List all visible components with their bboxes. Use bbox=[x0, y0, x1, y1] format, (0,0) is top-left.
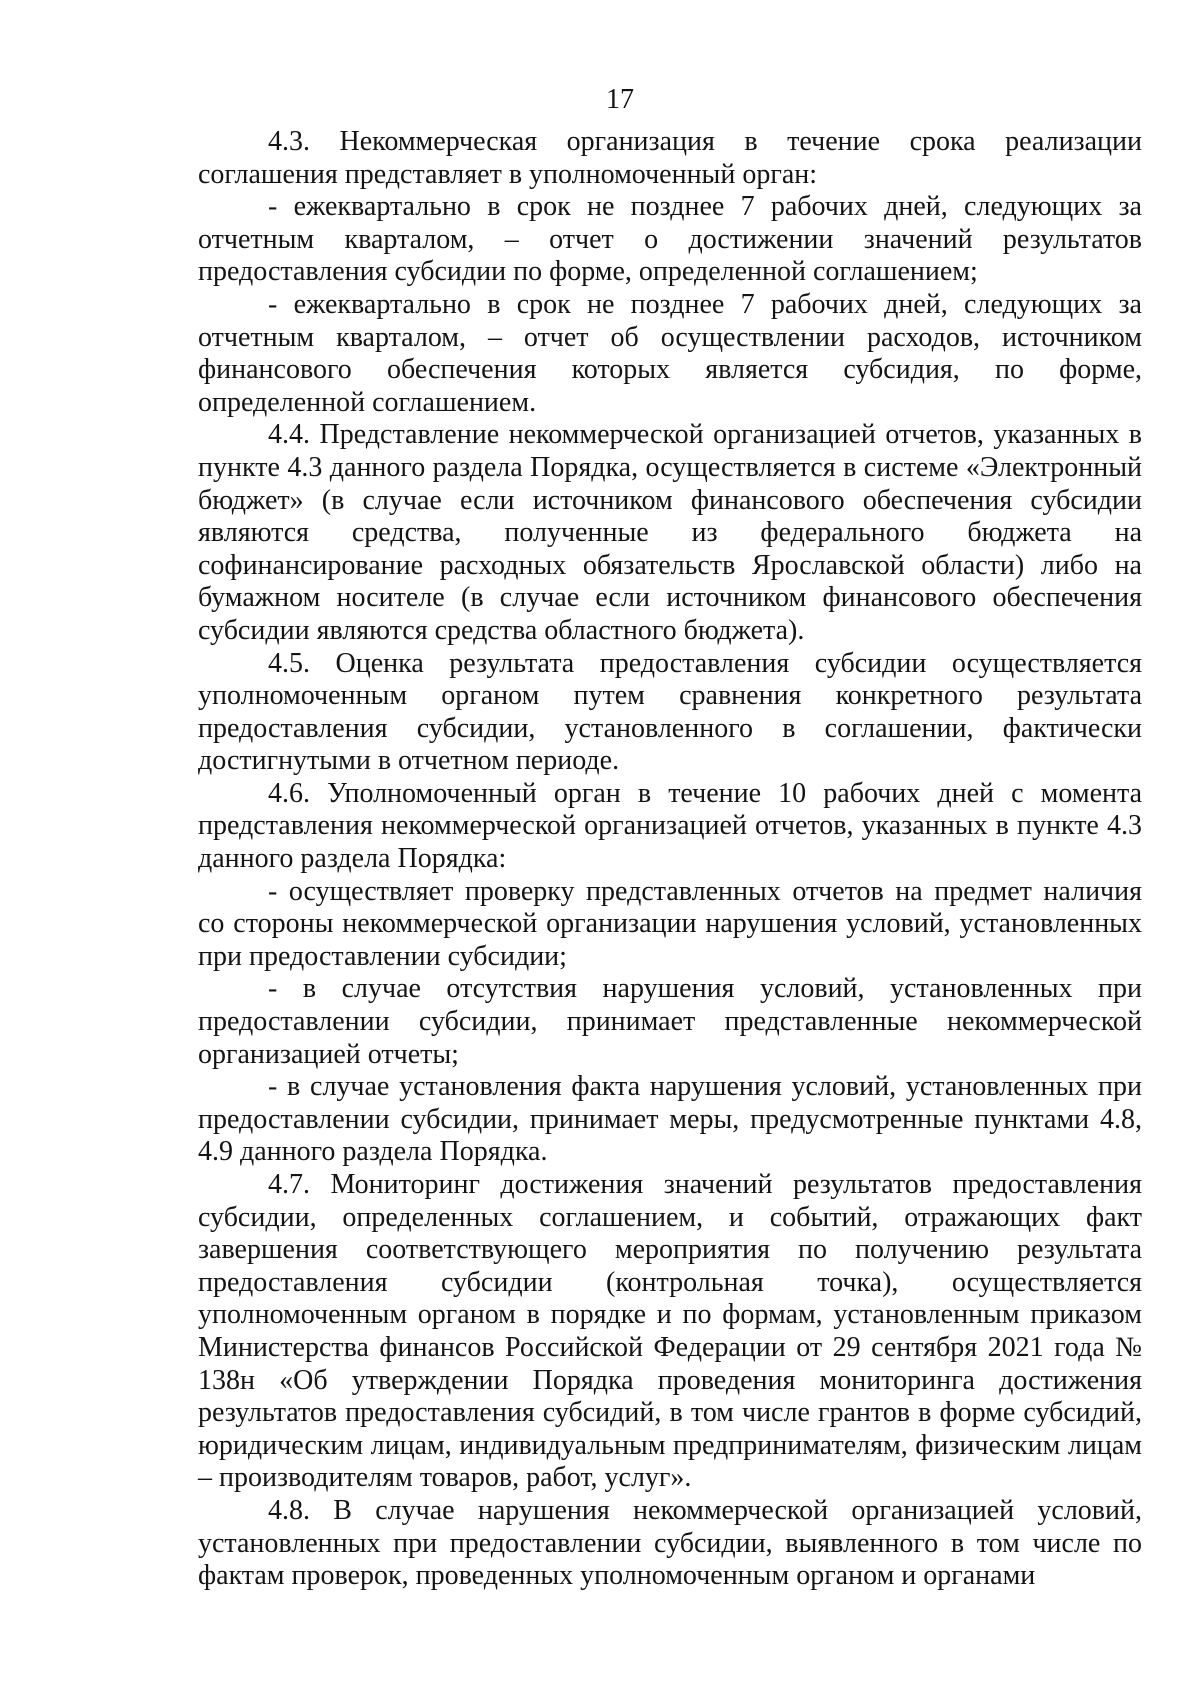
paragraph-4-6: 4.6. Уполномоченный орган в течение 10 рабочих дней с момента представления некоммерческой организацией отчетов, указанных в пункте 4.3 данного раздела Порядка: bbox=[198, 777, 1142, 875]
list-item-no-violation: - в случае отсутствия нарушения условий, установленных при предоставлении субсидии, принимает представленные некоммерческой организацией отчеты; bbox=[198, 973, 1142, 1070]
list-item-quarterly-results-report: - ежеквартально в срок не позднее 7 рабочих дней, следующих за отчетным кварталом, – отчет о достижении значений результатов предоставления субсидии по форме, определенной соглашением; bbox=[198, 191, 1142, 288]
document-body bbox=[198, 126, 1142, 1593]
list-item-report-check: - осуществляет проверку представленных отчетов на предмет наличия со стороны некоммерческой организации нарушения условий, установленных при предоставлении субсидии; bbox=[198, 875, 1142, 972]
paragraph-4-4: 4.4. Представление некоммерческой организацией отчетов, указанных в пункте 4.3 данного раздела Порядка, осуществляется в системе «Электронный бюджет» (в случае если источником финансового обеспечения субсидии являются средства, полученные из федерального бюджета на софинансирование расходных обязательств Ярославской области) либо на бумажном носителе (в случае если источником финансового обеспечения субсидии являются средства областного бюджета). bbox=[198, 419, 1142, 646]
paragraph-4-8: 4.8. В случае нарушения некоммерческой организацией условий, установленных при предоставлении субсидии, выявленного в том числе по фактам проверок, проведенных уполномоченным органом и органами bbox=[198, 1494, 1142, 1592]
list-item-violation: - в случае установления факта нарушения условий, установленных при предоставлении субсидии, принимает меры, предусмотренные пунктами 4.8, 4.9 данного раздела Порядка. bbox=[198, 1071, 1142, 1168]
paragraph-4-3: 4.3. Некоммерческая организация в течение срока реализации соглашения представляет в уполномоченный орган: bbox=[198, 126, 1142, 190]
paragraph-4-7: 4.7. Мониторинг достижения значений результатов предоставления субсидии, определенных соглашением, и событий, отражающих факт завершения соответствующего мероприятия по получению результата предоставления субсидии (контрольная точка), осуществляется уполномоченным органом в порядке и по формам, установленным приказом Министерства финансов Российской Федерации от 29 сентября 2021 года № 138н «Об утверждении Порядка проведения мониторинга достижения результатов предоставления субсидий, в том числе грантов в форме субсидий, юридическим лицам, индивидуальным предпринимателям, физическим лицам – производителям товаров, работ, услуг». bbox=[198, 1169, 1142, 1494]
paragraph-4-5: 4.5. Оценка результата предоставления субсидии осуществляется уполномоченным органом путем сравнения конкретного результата предоставления субсидии, установленного в соглашении, фактически достигнутыми в отчетном периоде. bbox=[198, 647, 1142, 777]
list-item-quarterly-expenses-report: - ежеквартально в срок не позднее 7 рабочих дней, следующих за отчетным кварталом, – отчет об осуществлении расходов, источником финансового обеспечения которых является субсидия, по форме, определенной соглашением. bbox=[198, 288, 1142, 418]
page-number: 17 bbox=[606, 84, 634, 115]
